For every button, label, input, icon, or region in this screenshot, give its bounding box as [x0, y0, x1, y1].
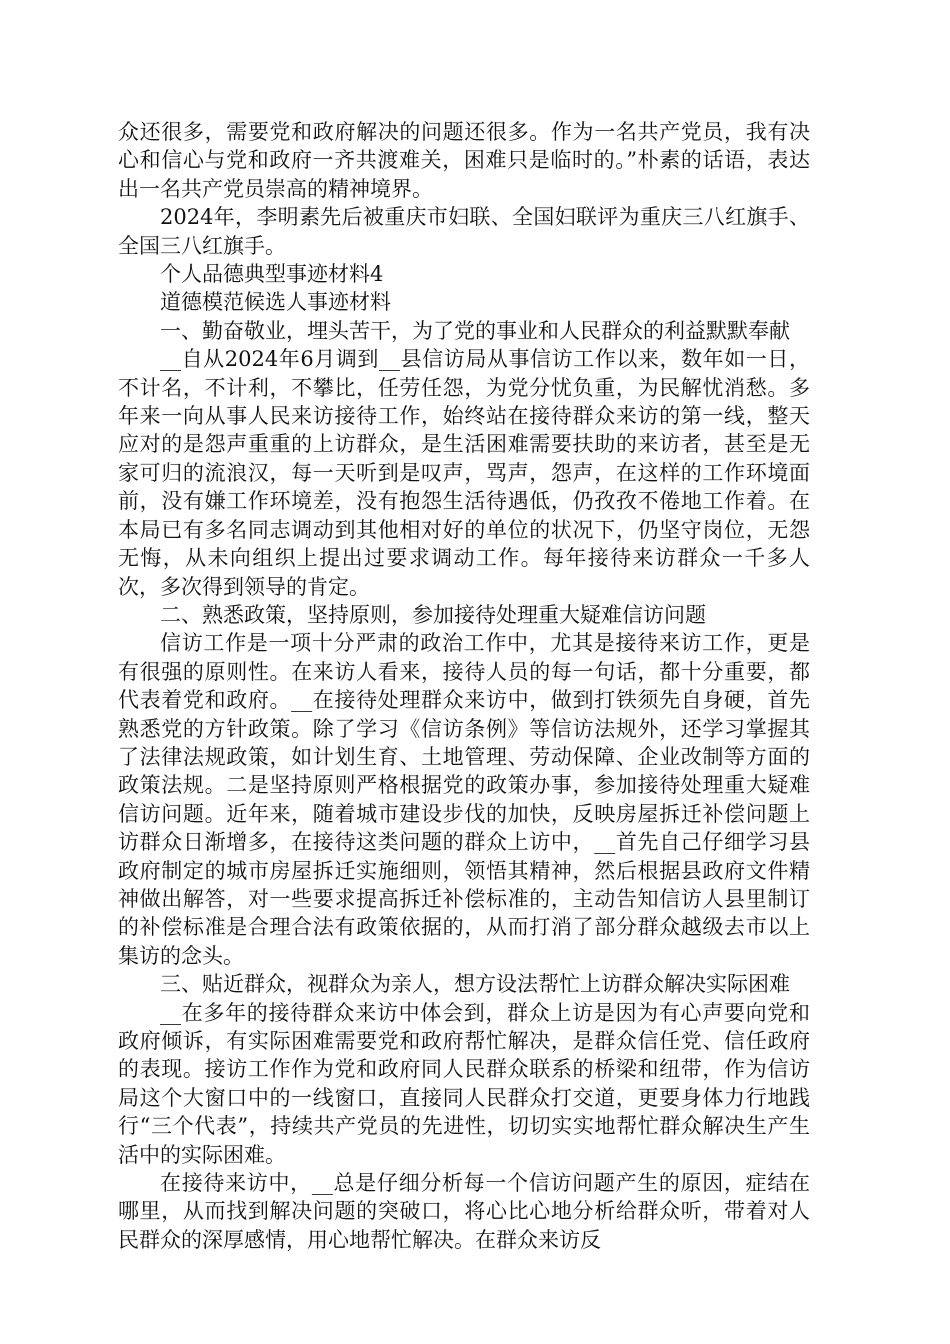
section-subtitle: 道德模范候选人事迹材料: [160, 290, 391, 315]
document-page: [118, 118, 810, 1254]
paragraph: __自从2024年6月调到__县信访局从事信访工作以来，数年如一日，不计名，不计利，不攀比，任劳任怨，为党分忧负重，为民解忧消愁。多年来一向从事人民来访接待工作，始终站在接待群众来访的第一线，整天应对的是怨声重重的上访群众，是生活困难需要扶助的来访者，甚至是无家可归的流浪汉，每一天听到是叹声，骂声，怨声，在这样的工作环境面前，没有嫌工作环境差，没有抱怨生活待遇低，仍孜孜不倦地工作着。在本局已有多名同志调动到其他相对好的单位的状况下，仍坚守岗位，无怨无悔，从未向组织上提出过要求调动工作。每年接待来访群众一千多人次，多次得到领导的肯定。: [118, 347, 810, 599]
paragraph: __在多年的接待群众来访中体会到，群众上访是因为有心声要向党和政府倾诉，有实际困难需要党和政府帮忙解决，是群众信任党、信任政府的表现。接访工作作为党和政府同人民群众联系的桥梁和纽带，作为信访局这个大窗口中的一线窗口，直接同人民群众打交道，更要身体力行地践行“三个代表”，持续共产党员的先进性，切切实实地帮忙群众解决生产生活中的实际困难。: [118, 1000, 810, 1167]
paragraph: 众还很多，需要党和政府解决的问题还很多。作为一名共产党员，我有决心和信心与党和政府一齐共渡难关，困难只是临时的。”朴素的话语，表达出一名共产党员崇高的精神境界。: [118, 120, 810, 201]
section-title: 个人品德典型事迹材料4: [160, 262, 384, 287]
heading-three: 三、贴近群众，视群众为亲人，想方设法帮忙上访群众解决实际困难: [160, 972, 790, 997]
heading-two: 二、熟悉政策，坚持原则，参加接待处理重大疑难信访问题: [160, 602, 706, 627]
paragraph: 2024年，李明素先后被重庆市妇联、全国妇联评为重庆三八红旗手、全国三八红旗手。: [118, 205, 810, 258]
paragraph: 信访工作是一项十分严肃的政治工作中，尤其是接待来访工作，更是有很强的原则性。在来访人看来，接待人员的每一句话，都十分重要，都代表着党和政府。__在接待处理群众来访中，做到打铁须先自身硬，首先熟悉党的方针政策。除了学习《信访条例》等信访法规外，还学习掌握其了法律法规政策，如计划生育、土地管理、劳动保障、企业改制等方面的政策法规。二是坚持原则严格根据党的政策办事，参加接待处理重大疑难信访问题。近年来，随着城市建设步伐的加快，反映房屋拆迁补偿问题上访群众日渐增多，在接待这类问题的群众上访中，__首先自己仔细学习县政府制定的城市房屋拆迁实施细则，领悟其精神，然后根据县政府文件精神做出解答，对一些要求提高拆迁补偿标准的，主动告知信访人县里制订的补偿标准是合理合法有政策依据的，从而打消了部分群众越级去市以上集访的念头。: [118, 631, 810, 968]
paragraph: 在接待来访中，__总是仔细分析每一个信访问题产生的原因，症结在哪里，从而找到解决问题的突破口，将心比心地分析给群众听，带着对人民群众的深厚感情，用心地帮忙解决。在群众来访反: [118, 1171, 810, 1252]
heading-one: 一、勤奋敬业，埋头苦干，为了党的事业和人民群众的利益默默奉献: [160, 318, 790, 343]
